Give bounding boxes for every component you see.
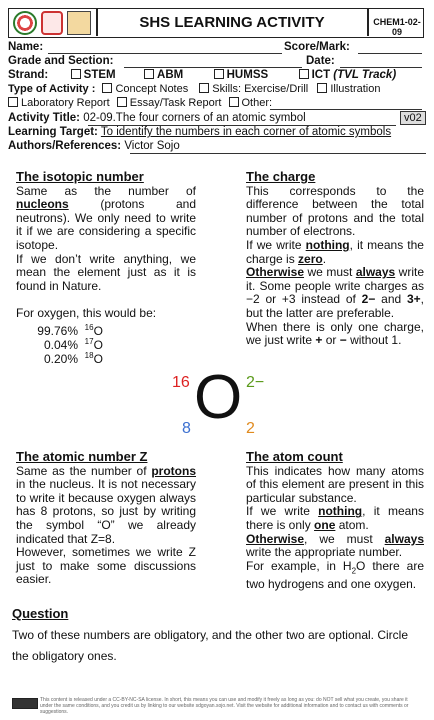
element-symbol: O <box>194 363 243 432</box>
strand-ict-label: ICT <box>311 69 331 81</box>
isotopic-number-heading: The isotopic number <box>16 169 144 184</box>
type-essay-label: Essay/Task Report <box>129 97 222 109</box>
strand-humss-label: HUMSS <box>226 69 269 81</box>
mass-number: 16 <box>172 374 190 391</box>
type-lab-checkbox[interactable] <box>8 97 18 107</box>
grade-section-field[interactable] <box>124 67 302 68</box>
authors-underline <box>130 153 426 154</box>
atomic-number-section <box>16 450 196 587</box>
atomic-paragraph: However, sometimes we write Z just to make some discussions easier. <box>16 545 196 587</box>
strand-stem-label: STEM <box>83 69 116 81</box>
question-section <box>12 606 422 667</box>
atom-count-heading: The atom count <box>246 449 343 464</box>
atomic-symbol <box>172 363 272 442</box>
isotope-list <box>34 321 196 366</box>
type-concept-label: Concept Notes <box>115 83 189 95</box>
activity-code: CHEM1-02-09 <box>373 17 421 37</box>
cc-license-icon <box>12 698 38 709</box>
isotopic-number-section <box>16 169 196 366</box>
authors-label: Authors/References: <box>8 140 122 152</box>
type-essay-checkbox[interactable] <box>117 97 127 107</box>
question-text: Two of these numbers are obligatory, and the other two are optional. Circle the obligatory ones. <box>12 628 408 663</box>
license-text: This content is released under a CC-BY-NC-SA license. In short, this means you can use and modify it freely as long as you: do NOT sell what you create, you share it under the same conditions, and you credit us by linking to our website sdgoyan.sojo.net. Visit the website for additional information and to contact us with comments or suggestions. <box>40 697 409 715</box>
authors-value: Victor Sojo <box>124 140 180 152</box>
count-paragraph: For example, in $H_2O$ there are two hydrogens and one oxygen. <box>246 558 425 591</box>
count-paragraph: If we write nothing, it means there is only one atom. <box>246 504 424 532</box>
atomic-number-heading: The atomic number Z <box>16 449 148 464</box>
question-heading: Question <box>12 606 69 621</box>
isotopic-paragraph: If we don’t write anything, we mean the element just as it is found in Nature. <box>16 251 196 293</box>
charge-paragraph: If we write nothing, it means the charge is zero. <box>246 237 424 266</box>
charge-paragraph: When there is only one charge, we just write + or − without 1. <box>246 319 424 348</box>
type-lab-label: Laboratory Report <box>21 97 110 109</box>
atom-count-section <box>246 450 424 591</box>
charge-section <box>246 170 424 348</box>
activity-logo-icon <box>67 11 91 35</box>
type-illustration-checkbox[interactable] <box>317 83 327 93</box>
activity-type-label: Type of Activity : <box>8 83 96 95</box>
grade-section-label: Grade and Section: <box>8 55 114 67</box>
atom-count: 2 <box>246 420 255 437</box>
list-item: 99.76% $^{16}$O <box>37 322 103 338</box>
activity-title-value: 02-09.The four corners of an atomic symbol <box>83 112 306 124</box>
type-other-field[interactable] <box>270 109 422 110</box>
strand-stem-checkbox[interactable] <box>71 69 81 79</box>
type-skills-checkbox[interactable] <box>199 83 209 93</box>
strand-abm-checkbox[interactable] <box>144 69 154 79</box>
count-paragraph: This indicates how many atoms of this element are present in this particular substance. <box>246 463 424 505</box>
list-item: 0.20% $^{18}$O <box>43 350 103 366</box>
strand-tvl-label: (TVL Track) <box>333 69 397 81</box>
name-field[interactable] <box>48 53 282 54</box>
page-title: SHS LEARNING ACTIVITY <box>139 14 325 31</box>
school-seal-icon <box>13 11 37 35</box>
strand-abm-label: ABM <box>157 69 184 81</box>
strand-label: Strand: <box>8 69 49 81</box>
strand-ict-checkbox[interactable] <box>299 69 309 79</box>
score-label: Score/Mark: <box>284 41 350 53</box>
date-field[interactable] <box>340 67 422 68</box>
activity-title-label: Activity Title: <box>8 112 80 124</box>
type-illustration-label: Illustration <box>330 83 381 95</box>
date-label: Date: <box>306 55 335 67</box>
isotopic-paragraph: Same as the number of nucleons (protons and neutrons). We only need to write it if we are considering a specific isotope. <box>16 183 196 252</box>
charge-paragraph: This corresponds to the difference between the total number of protons and the total number of electrons. <box>246 183 424 239</box>
score-field[interactable] <box>358 53 422 54</box>
list-item: 0.04% $^{17}$O <box>43 336 103 352</box>
type-other-label: Other: <box>241 97 273 109</box>
dep-logo-icon <box>41 11 63 35</box>
type-concept-checkbox[interactable] <box>102 83 112 93</box>
learning-target-value: To identify the numbers in each corner of atomic symbols <box>100 126 392 138</box>
charge-value: 2− <box>246 374 265 391</box>
type-other-checkbox[interactable] <box>229 97 239 107</box>
charge-paragraph: Otherwise we must always write it. Some people write charges as −2 or +3 instead of 2− and 3+, but the latter are preferable. <box>246 265 424 320</box>
type-skills-label: Skills: Exercise/Drill <box>212 83 309 95</box>
divider <box>96 9 98 36</box>
isotopic-paragraph: For oxygen, this would be: <box>16 306 157 321</box>
learning-target-label: Learning Target: <box>8 126 98 138</box>
name-label: Name: <box>8 41 44 53</box>
header-bar <box>8 8 424 38</box>
atomic-paragraph: Same as the number of protons in the nucleus. It is not necessary to write it because oxygen always has 8 protons, so just by writing the symbol “O” we already indicated that Z=8. <box>16 463 196 546</box>
count-paragraph: Otherwise, we must always write the appropriate number. <box>246 531 424 560</box>
strand-humss-checkbox[interactable] <box>214 69 224 79</box>
atomic-number: 8 <box>182 420 191 437</box>
version-badge: v02 <box>400 111 426 125</box>
charge-heading: The charge <box>246 169 316 184</box>
